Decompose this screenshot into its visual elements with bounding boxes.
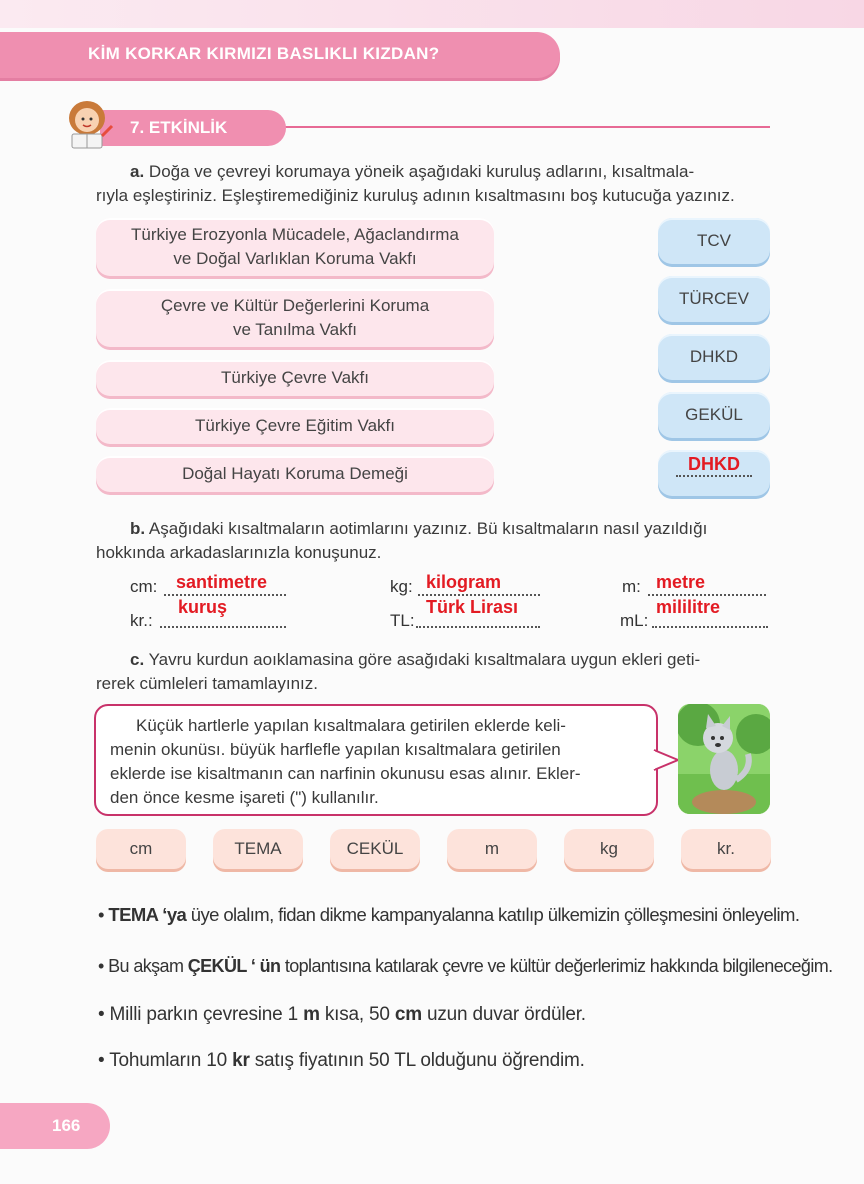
part-b-text-2: hokkında arkadaslarınızla konuşunuz. (96, 543, 382, 562)
activity-title: 7. ETKİNLİK (130, 118, 228, 137)
sentence-3-pre: Milli parkın çevresine 1 (109, 1004, 304, 1025)
kg-answer: kilogram (426, 572, 502, 592)
org-box-5[interactable] (96, 456, 494, 492)
part-c-text-2: rerek cümleleri tamamlayınız. (96, 674, 319, 693)
abbr-4: GEKÜL (685, 405, 743, 424)
cm-answer-line[interactable] (164, 594, 286, 596)
sentence-2-pre: Bu akşam (108, 956, 188, 976)
chip-m[interactable] (447, 829, 537, 869)
abbr-cm-label: cm: (130, 577, 158, 596)
sentence-2: • Bu akşam ÇEKÜL ‘ ün toplantısına katılarak çevre ve kültür değerlerimiz hakkında bilgileneceğim. (98, 956, 833, 976)
org-1-line2: ve Doğal Varlıklan Koruma Vakfı (173, 249, 417, 268)
kg-answer-line[interactable] (418, 594, 540, 596)
abbr-1: TCV (697, 231, 731, 250)
tip-line-3: eklerde ise kisaltmanın can narfinin okunusu esas alınır. Ekler- (110, 764, 581, 783)
chip-m-label: m (484, 839, 500, 858)
chapter-header (0, 32, 560, 78)
reading-girl-icon (60, 96, 114, 154)
tip-line-2: menin okunüsı. büyük harflefle yapılan kısaltmalara getirilen (110, 740, 561, 759)
abbr-box-2[interactable] (658, 276, 770, 322)
chip-kg[interactable] (564, 829, 654, 869)
chip-tema[interactable] (213, 829, 303, 869)
org-box-1[interactable] (96, 218, 494, 276)
part-c-text-1: Yavru kurdun aoıklamasina göre asağıdaki kısaltmalara uygun ekleri geti- (144, 650, 701, 669)
ml-answer: mililitre (656, 597, 721, 617)
abbr-box-4[interactable] (658, 392, 770, 438)
abbr-2: TÜRCEV (679, 289, 749, 308)
sentence-1: • TEMA ‘ya üye olalım, fidan dikme kampanyalanna katılıp ülkemizin çölleşmesini önleyelim. (98, 904, 800, 925)
m-answer: metre (656, 572, 706, 592)
activity-divider (280, 126, 770, 128)
abbr-kg-label: kg: (390, 577, 413, 596)
abbr-ml-label: mL: (620, 611, 649, 630)
tip-line-1: Küçük hartlerle yapılan kısaltmalara getirilen eklerde keli- (136, 716, 566, 735)
org-box-2[interactable] (96, 289, 494, 347)
org-box-3[interactable] (96, 360, 494, 396)
chip-kr-label: kr. (717, 839, 735, 858)
org-box-4[interactable] (96, 408, 494, 444)
sentence-1-answer: TEMA ‘ya (108, 904, 187, 925)
part-a-text-2: rıyla eşleştiriniz. Eşleştiremediğiniz kuruluş adının kısaltmasını boş kutucuğa yazınız. (96, 186, 735, 205)
chip-tema-label: TEMA (234, 839, 282, 858)
abbr-m-label: m: (622, 577, 641, 596)
part-b-text-1: Aşağıdaki kısaltmaların aotimlarını yazınız. Bü kısaltmaların nasıl yazıldığı (145, 519, 708, 538)
page-number-tab (0, 1103, 110, 1149)
chip-cekul[interactable] (330, 829, 420, 869)
abbr-box-3[interactable] (658, 334, 770, 380)
tl-answer-line[interactable] (416, 626, 540, 628)
speech-pointer (652, 748, 680, 772)
org-2-line1: Çevre ve Kültür Değerlerini Koruma (160, 296, 430, 315)
part-b-instruction-cont (96, 541, 786, 565)
part-a-instruction (130, 160, 780, 184)
org-1-line1: Türkiye Erozyonla Mücadele, Ağaclandırma (131, 225, 459, 244)
m-answer-line[interactable] (648, 594, 766, 596)
top-band (0, 0, 864, 28)
chip-kr[interactable] (681, 829, 771, 869)
sentence-4: • Tohumların 10 kr satış fiyatının 50 TL olduğunu öğrendim. (98, 1050, 585, 1071)
tl-answer: Türk Lirası (426, 597, 519, 617)
part-a-instruction-cont (96, 184, 786, 208)
sentence-4-text: satış fiyatının 50 TL olduğunu öğrendim. (249, 1050, 585, 1071)
chip-cm[interactable] (96, 829, 186, 869)
sentence-3-answer-cm: cm (394, 1004, 422, 1025)
sentence-2-text: toplantısına katılarak çevre ve kültür değerlerimiz hakkında bilgileneceğim. (280, 956, 833, 976)
sentence-4-answer-kr: kr (232, 1050, 250, 1071)
part-c-instruction (130, 648, 780, 672)
tip-line-4: den önce kesme işareti (") kullanılır. (110, 788, 379, 807)
org-2-line2: ve Tanılma Vakfı (232, 320, 358, 339)
kr-answer: kuruş (178, 597, 228, 617)
abbr-tl-label: TL: (390, 611, 415, 630)
sentence-3-answer-m: m (303, 1004, 320, 1025)
chip-cm-label: cm (129, 839, 153, 858)
activity-heading (100, 110, 286, 146)
chip-cekul-label: CEKÜL (346, 839, 404, 858)
chapter-title: KİM KORKAR KIRMIZI BASLIKLI KIZDAN? (88, 44, 440, 63)
org-3-line1: Türkiye Çevre Vakfı (220, 368, 369, 387)
chip-kg-label: kg (600, 839, 618, 858)
abbr-3: DHKD (689, 347, 739, 366)
blank-answer: DHKD (688, 454, 740, 474)
org-4-line1: Türkiye Çevre Eğitim Vakfı (195, 416, 395, 435)
sentence-2-answer: ÇEKÜL ‘ ün (187, 956, 281, 976)
page-number: 166 (52, 1116, 81, 1135)
part-b-label: b. (130, 519, 146, 538)
abbr-kr-label: kr.: (130, 611, 153, 630)
sentence-3-text: uzun duvar ördüler. (421, 1004, 586, 1025)
wolf-tip-box (94, 704, 658, 816)
part-c-instruction-cont (96, 672, 786, 696)
blank-dots (676, 475, 752, 477)
abbr-box-1[interactable] (658, 218, 770, 264)
kr-answer-line[interactable] (160, 626, 286, 628)
abbr-box-blank[interactable] (658, 450, 770, 496)
ml-answer-line[interactable] (652, 626, 768, 628)
sentence-1-text: üye olalım, fidan dikme kampanyalanna katılıp ülkemizin çölleşmesini önleyelim. (186, 904, 800, 925)
sentence-3-mid: kısa, 50 (319, 1004, 395, 1025)
cm-answer: santimetre (176, 572, 268, 592)
sentence-4-pre: Tohumların 10 (109, 1050, 233, 1071)
part-a-text-1: Doğa ve çevreyi korumaya yöneik aşağıdaki kuruluş adlarını, kısaltmala- (144, 162, 695, 181)
part-a-label: a. (130, 162, 145, 181)
org-5-line1: Doğal Hayatı Koruma Demeği (182, 464, 408, 483)
sentence-3: • Milli parkın çevresine 1 m kısa, 50 cm uzun duvar ördüler. (98, 1004, 586, 1025)
part-b-instruction (130, 517, 780, 541)
part-c-label: c. (130, 650, 145, 669)
wolf-cub-icon (678, 704, 770, 814)
